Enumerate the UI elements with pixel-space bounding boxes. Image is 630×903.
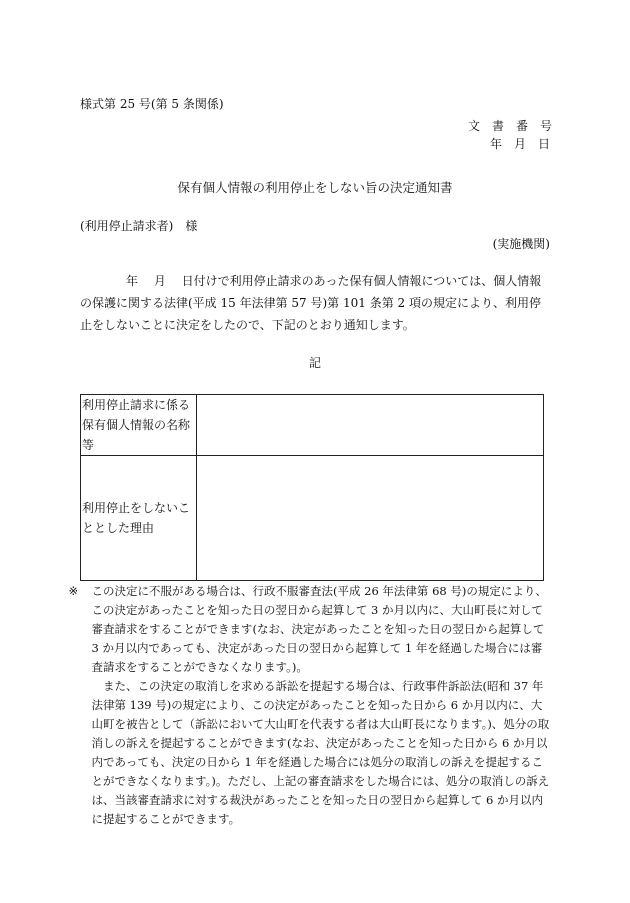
body-paragraph [80,270,552,336]
table-row [81,395,544,456]
document-title: 保有個人情報の利用停止をしない旨の決定通知書 [177,180,453,195]
note-text: この決定に不服がある場合は、行政不服審査法(平成 26 年法律第 68 号)の規定により、この決定があったことを知った日の翌日から起算して 3 か月以内に、大山町長に対して審査請求をすることができます(なお、決定があったことを知った日の翌日から起算して 3 か月以内であっても、決定があった日の翌日から起算して 1 年を経過した場合には審査請求をすることができなくなります。)。 [91,584,547,674]
table-value-cell [196,456,543,581]
note-item [68,582,552,677]
table-label-cell: 利用停止をしないこととした理由 [81,456,197,581]
document-number-label: 文 書 番 号 [468,119,553,133]
info-table [80,394,544,581]
table-value-cell [196,395,543,456]
body-text: 年 月 日付けで利用停止請求のあった保有個人情報については、個人情報の保護に関する法律(平成 15 年法律第 57 号)第 101 条第 2 項の規定により、利用停止をしないことに決定をしたので、下記のとおり通知します。 [80,274,542,332]
notes [68,582,552,829]
table-row [81,456,544,581]
note-item [80,677,552,829]
form-number: 様式第 25 号(第 5 条関係) [80,97,224,111]
note-text: また、この決定の取消しを求める訴訟を提起する場合は、行政事件訴訟法(昭和 37 年法律第 139 号)の規定により、この決定があったことを知った日から 6 か月以内に、大山町を被告として（訴訟において大山町を代表する者は大山町長になります。)、処分の取消しの訴えを提起することができます(なお、決定があったことを知った日から 6 か月以内であっても、決定の日から 1 年を経過した場合には処分の取消しの訴えを提起することができなくなります。)。ただし、上記の審査請求をした場合には、処分の取消しの訴えは、当該審査請求に対する裁決があったことを知った日の翌日から起算して 6 か月以内に提起することができます。 [91,679,550,826]
issuing-agency: (実施機関) [492,237,550,251]
table-label-cell: 利用停止請求に係る保有個人情報の名称等 [81,395,197,456]
date-label: 年 月 日 [489,137,550,151]
note-mark: ※ [68,584,79,598]
addressee: (利用停止請求者) 様 [80,219,198,233]
ki-heading: 記 [308,356,321,370]
